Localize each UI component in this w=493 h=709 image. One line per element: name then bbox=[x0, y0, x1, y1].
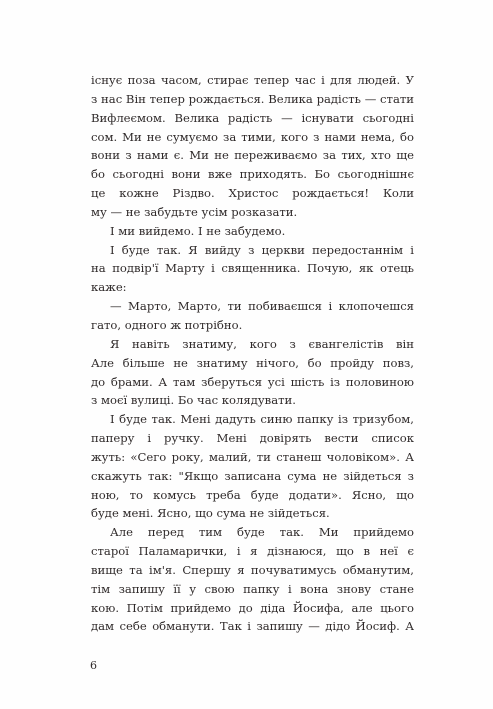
text-line: дам себе обманути. Так і запишу — дідо Йосиф. А bbox=[91, 619, 414, 634]
text-line: гато, одного ж потрібно. bbox=[91, 317, 243, 332]
text-line: І буде так. Мені дадуть синю папку із тризубом, bbox=[110, 412, 414, 427]
text-line: му — не забудьте усім розказати. bbox=[91, 204, 298, 219]
text-line: з нас Він тепер рождається. Велика радість — стати bbox=[91, 91, 414, 106]
text-line: на подвір'ї Марту і священника. Почую, як отець bbox=[91, 261, 414, 276]
body-text bbox=[91, 71, 414, 636]
text-line: кою. Потім прийдемо до діда Йосифа, але цього bbox=[91, 600, 414, 615]
text-line: І ми вийдемо. І не забудемо. bbox=[110, 223, 286, 238]
text-line: жуть: «Сего року, малий, ти станеш чоловіком». А bbox=[91, 449, 414, 464]
text-line: Але більше не знатиму нічого, бо пройду повз, bbox=[91, 355, 414, 370]
text-line: сом. Ми не сумуємо за тими, кого з нами нема, бо bbox=[91, 129, 414, 144]
text-line: Я навіть знатиму, кого з євангелістів він bbox=[110, 336, 414, 351]
text-line: з моєї вулиці. Бо час колядувати. bbox=[91, 393, 296, 408]
text-line: ною, то комусь треба буде додати». Ясно, що bbox=[91, 487, 414, 502]
text-line: Вифлеємом. Велика радість — існувати сьогодні bbox=[91, 110, 414, 125]
text-line: Але перед тим буде так. Ми прийдемо bbox=[110, 525, 414, 540]
text-line: І буде так. Я вийду з церкви передостаннім і bbox=[110, 242, 414, 257]
text-line: це кожне Різдво. Христос рождається! Коли bbox=[91, 186, 414, 201]
text-line: бо сьогодні вони вже приходять. Бо сьогоднішнє bbox=[91, 167, 414, 182]
text-line: старої Паламарички, і я дізнаюся, що в неї є bbox=[91, 544, 414, 559]
text-line: до брами. А там зберуться усі шість із половиною bbox=[91, 374, 414, 389]
text-line: існує поза часом, стирає тепер час і для людей. У bbox=[91, 73, 414, 87]
text-line: буде мені. Ясно, що сума не зійдеться. bbox=[91, 506, 330, 521]
text-line: вони з нами є. Ми не переживаємо за тих, хто ще bbox=[91, 148, 414, 163]
text-line: — Марто, Марто, ти побиваєшся і клопочешся bbox=[110, 299, 414, 314]
text-line: паперу і ручку. Мені довірять вести список bbox=[91, 431, 414, 446]
text-line: вище та ім'я. Спершу я почуватимусь обманутим, bbox=[91, 562, 414, 577]
text-line: каже: bbox=[91, 280, 127, 295]
text-line: тім запишу її у свою папку і вона знову стане bbox=[91, 581, 414, 596]
page-number: 6 bbox=[90, 659, 97, 672]
text-line: скажуть так: "Якщо записана сума не зійдеться з bbox=[91, 468, 414, 483]
